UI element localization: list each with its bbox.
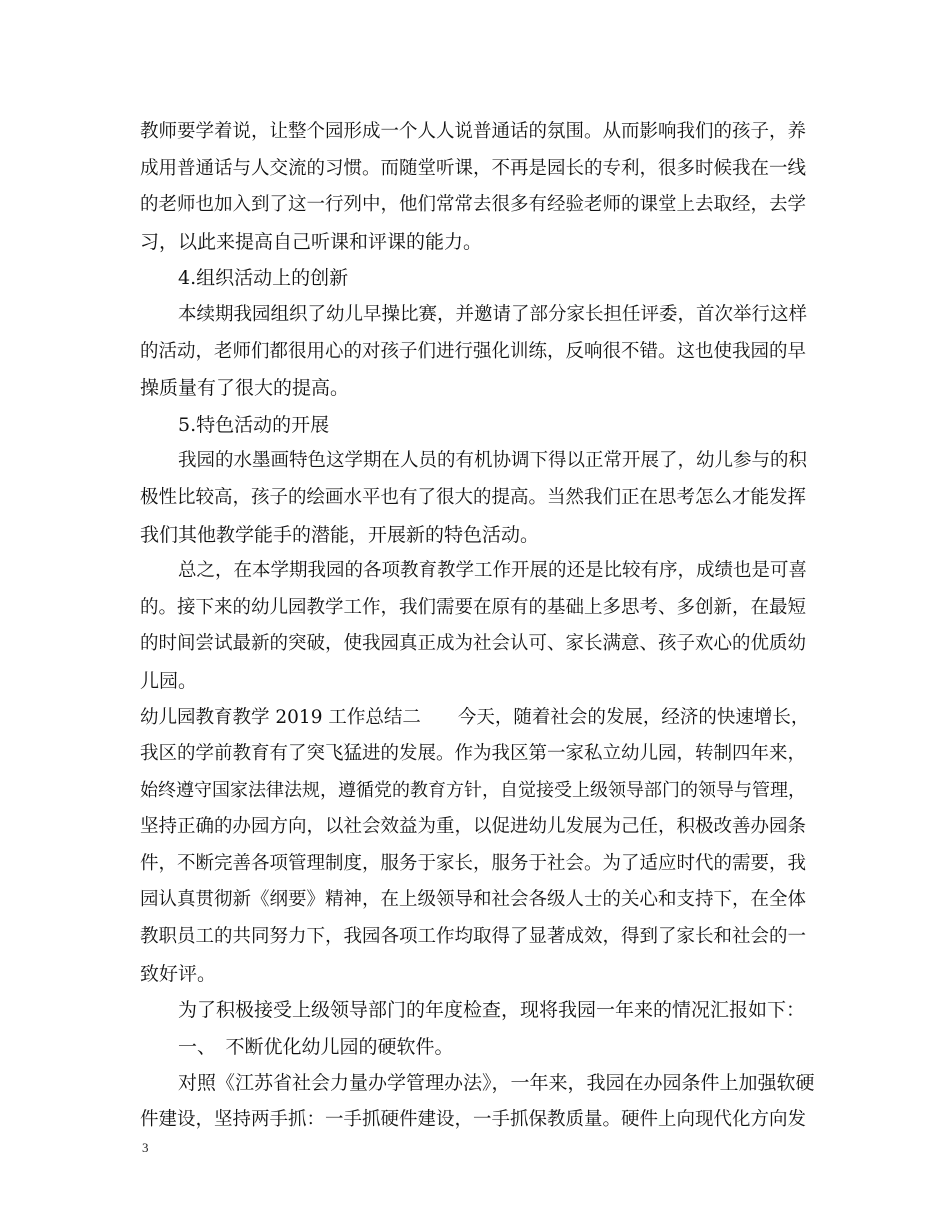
text-line: 对照《江苏省社会力量办学管理办法》，一年来，我园在办园条件上加强软硬 — [178, 1072, 815, 1095]
text-line: 为了积极接受上级领导部门的年度检查，现将我园一年来的情况汇报如下： — [178, 999, 806, 1022]
text-line: 操质量有了很大的提高。 — [140, 377, 350, 400]
text-line: 致好评。 — [140, 962, 217, 985]
text-line: 成用普通话与人交流的习惯。而随堂听课，不再是园长的专利，很多时候我在一线 — [140, 157, 807, 179]
text-line: 幼儿园教育教学 2019 工作总结二 今天，随着社会的发展，经济的快速增长， — [140, 706, 810, 728]
text-line: 始终遵守国家法律法规，遵循党的教育方针，自觉接受上级领导部门的领导与管理， — [140, 779, 806, 801]
text-line: 件，不断完善各项管理制度，服务于家长，服务于社会。为了适应时代的需要，我 — [140, 852, 807, 874]
text-line: 园认真贯彻新《纲要》精神，在上级领导和社会各级人士的关心和支持下，在全体 — [140, 889, 807, 911]
text-line: 我们其他教学能手的潜能，开展新的特色活动。 — [140, 523, 540, 546]
text-line: 教师要学着说，让整个园形成一个人人说普通话的氛围。从而影响我们的孩子，养 — [140, 121, 807, 142]
text-line: 的。接下来的幼儿园教学工作，我们需要在原有的基础上多思考、多创新，在最短 — [140, 596, 807, 618]
document-body — [140, 114, 820, 1139]
text-line: 我区的学前教育有了突飞猛进的发展。作为我区第一家私立幼儿园，转制四年来， — [140, 743, 807, 765]
text-line: 的老师也加入到了这一行列中，他们常常去很多有经验老师的课堂上去取经，去学 — [140, 194, 807, 216]
text-line: 习，以此来提高自己听课和评课的能力。 — [140, 230, 483, 253]
text-line: 本续期我园组织了幼儿早操比赛，并邀请了部分家长担任评委，首次举行这样 — [178, 303, 808, 325]
text-line: 的活动，老师们都很用心的对孩子们进行强化训练，反响很不错。这也使我园的早 — [140, 340, 807, 362]
text-line: 教职员工的共同努力下，我园各项工作均取得了显著成效，得到了家长和社会的一 — [140, 926, 807, 948]
text-line: 坚持正确的办园方向，以社会效益为重，以促进幼儿发展为己任，积极改善办园条 — [140, 816, 807, 838]
text-line: 总之，在本学期我园的各项教育教学工作开展的还是比较有序，成绩也是可喜 — [178, 560, 808, 582]
text-line: 一、 不断优化幼儿园的硬软件。 — [178, 1035, 454, 1058]
text-line: 的时间尝试最新的突破，使我园真正成为社会认可、家长满意、孩子欢心的优质幼 — [140, 633, 807, 655]
text-line: 件建设，坚持两手抓：一手抓硬件建设，一手抓保教质量。硬件上向现代化方向发 — [140, 1109, 807, 1131]
page-number: 3 — [142, 1140, 149, 1155]
text-line: 5.特色活动的开展 — [178, 413, 330, 436]
text-line: 极性比较高，孩子的绘画水平也有了很大的提高。当然我们正在思考怎么才能发挥 — [140, 486, 807, 508]
text-line: 4.组织活动上的创新 — [178, 267, 349, 290]
text-line: 我园的水墨画特色这学期在人员的有机协调下得以正常开展了，幼儿参与的积 — [178, 450, 808, 472]
text-line: 儿园。 — [140, 669, 198, 692]
